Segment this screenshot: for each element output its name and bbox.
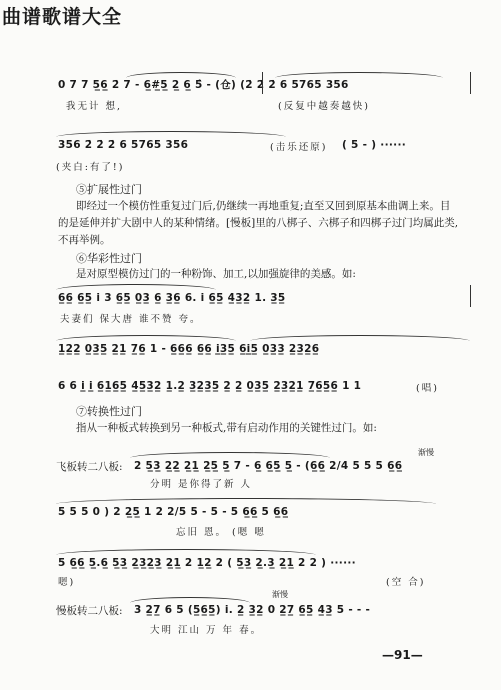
- section-7-title: ⑦转换性过门: [76, 405, 142, 418]
- score-row-1: 0 7 7 5̲6̲ 2̇ 7 - 6̲#̲5̲ 2̲ 6̲ 5̂ - (仓) (2̇ 2̇ 2̇ 6 5765 356: [58, 79, 349, 91]
- section-5-body-1: 即经过一个模仿性重复过门后,仍继续一再地重复;直至又回到原基本曲调上来。目: [76, 200, 451, 212]
- slur: [56, 284, 216, 290]
- slur: [56, 131, 286, 137]
- example-2-lyrics-3: 嗯): [58, 577, 76, 588]
- section-5-title: ⑤扩展性过门: [76, 183, 142, 196]
- example-1-row-1: 6̲6̲ 6̲5̲ i 3 6̲5̲ 0̲3̲ 6̲ 3̲6̲ 6. i 6̲5̲ 4̲3̲2̲ 1. 3̲5̲: [58, 292, 286, 304]
- slur: [56, 549, 316, 555]
- barline: [262, 72, 263, 94]
- example-1-row-3: 6 6 i̲ i̲ 6̲1̲6̲5̲ 4̲5̲3̲2̲ 1̲.2̲ 3̲2̲3̲5̲ 2̲ 2̲ 0̲3̲5̲ 2̲3̲2̲1̲ 7̲6̲5̲6̲ 1 1: [58, 380, 362, 392]
- example-2-lyrics-2: 忘旧 恩。 (嗯 嗯: [176, 527, 266, 538]
- section-7-body: 指从一种板式转换到另一种板式,带有启动作用的关键性过门。如:: [76, 422, 377, 434]
- slur: [250, 335, 470, 341]
- section-6-body: 是对原型模仿过门的一种粉饰、加工,以加强旋律的美感。如:: [76, 268, 356, 280]
- note-row-1: (反复中越奏越快): [278, 101, 370, 112]
- example-2-label: 飞板转二八板:: [56, 461, 123, 473]
- example-2-row-3: 5 6̲6̲ 5̲.6̲ 5̲3̲ 2̲3̲2̲3̲ 2̲1̲ 2 1̲2̲ 2 ( 5̲3̲ 2̲.3̲ 2̲1̲ 2 2 ) ······: [58, 557, 356, 569]
- site-title: 曲谱歌谱大全: [2, 6, 123, 28]
- barline: [470, 285, 471, 307]
- slur: [275, 72, 443, 78]
- barline: [470, 72, 471, 94]
- tempo-mark: 渐慢: [272, 590, 288, 599]
- lyrics-row-1: 我无计 想,: [66, 101, 123, 112]
- slur: [130, 597, 250, 603]
- example-1-row-3-end: (唱): [416, 383, 439, 394]
- page-number: —91—: [382, 648, 423, 662]
- score-row-2-end: ( 5 - ) ······: [342, 139, 407, 151]
- example-3-lyrics: 大明 江山 万 年 春。: [150, 625, 263, 636]
- example-1-lyrics: 夫妻们 保大唐 谁不赞 夸。: [60, 314, 202, 325]
- example-2-lyrics-1: 分明 是你得了新 人: [150, 479, 253, 490]
- example-1-row-2: 1̲2̲2̲ 0̲3̲5̲ 2̲1̲ 7̲6̲ 1 - 6̲6̲6̲ 6̲6̲ i̲3̲5̲ 6̲i̲5̲ 0̲3̲3̲ 2̲3̲2̲6̲: [58, 343, 320, 355]
- slur: [56, 498, 436, 504]
- example-3-label: 慢板转二八板:: [56, 605, 123, 617]
- slur: [130, 452, 330, 458]
- section-6-title: ⑥华彩性过门: [76, 252, 142, 265]
- slur: [56, 335, 236, 341]
- score-row-2: 356 2̇ 2̇ 2̇ 6 5765 356: [58, 139, 189, 151]
- lyrics-row-2: (夹白:有了!): [56, 162, 125, 173]
- example-2-row-1: 2 5̲3̲ 2̲2̲ 2̲1̲ 2̲5̲ 5̲ 7 - 6̲ 6̲5̲ 5̲ - (6̲6̲ 2/4 5 5 5 6̲6̲: [134, 460, 403, 472]
- example-2-end: (空 合): [386, 577, 426, 588]
- section-5-body-2: 的是延伸并扩大剧中人的某种情绪。[慢板]里的八梆子、六梆子和四梆子过门均属此类,: [58, 217, 459, 229]
- slur: [126, 72, 236, 78]
- tempo-mark: 渐慢: [418, 448, 434, 457]
- section-5-body-3: 不再举例。: [58, 234, 111, 246]
- example-3-row: 3 2̲7̲ 6 5 (5̲6̲5̲) i. 2̲ 3̲2̲ 0 2̲7̲ 6̲5̲ 4̲3̲ 5 - - -: [134, 604, 371, 616]
- example-2-row-2: 5 5 5 0 ) 2 2̲5̲ 1 2 2/5 5 - 5 - 5 6̲6̲ 5 6̲6̲: [58, 506, 289, 518]
- note-row-2: (击乐还原): [270, 142, 328, 153]
